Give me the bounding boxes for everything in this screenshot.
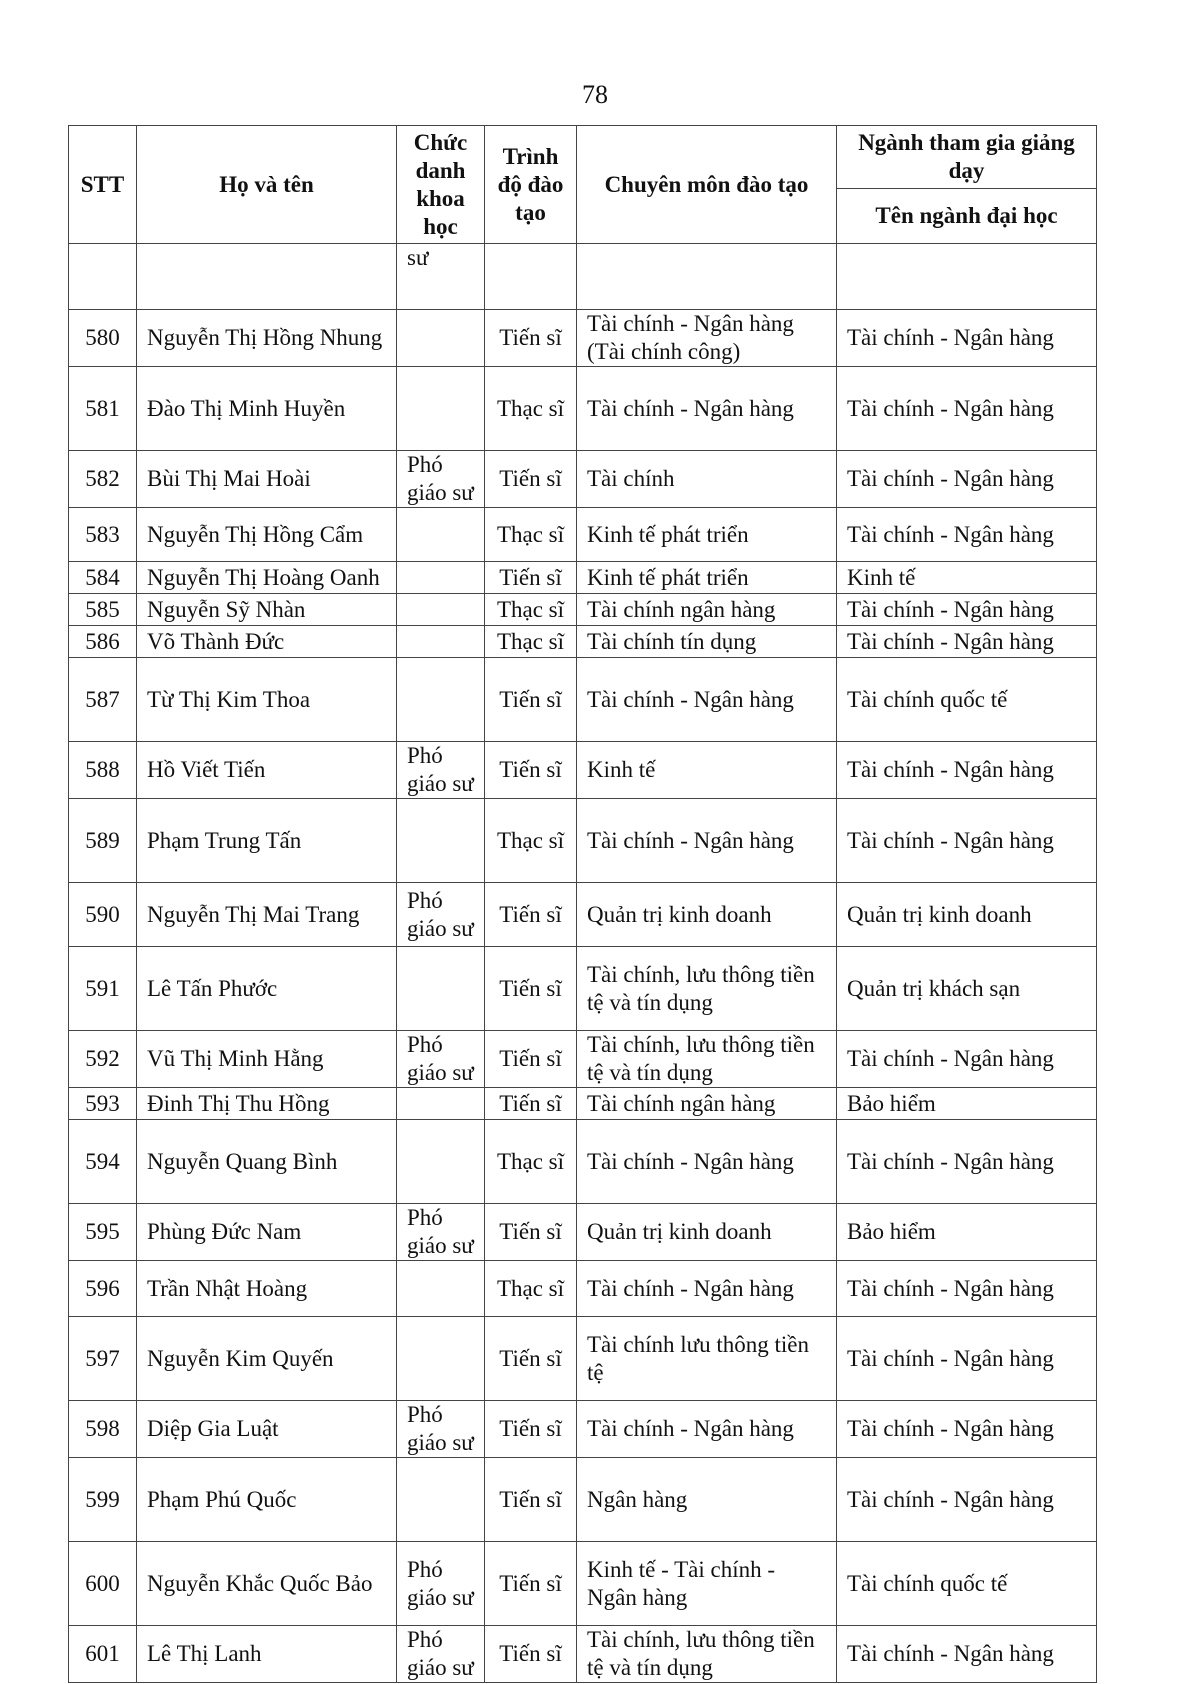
cell-specialty: Quản trị kinh doanh <box>577 1204 837 1261</box>
table-row <box>69 658 1097 742</box>
header-degree: Trình độ đào tạo <box>485 126 577 244</box>
cell-specialty: Tài chính - Ngân hàng <box>577 1261 837 1317</box>
cell-name: Phùng Đức Nam <box>137 1204 397 1261</box>
table-row <box>69 1031 1097 1088</box>
cell-stt: 597 <box>69 1317 137 1401</box>
table-row <box>69 626 1097 658</box>
cell-degree: Tiến sĩ <box>485 1458 577 1542</box>
cell-stt: 585 <box>69 594 137 626</box>
cell-stt: 586 <box>69 626 137 658</box>
cell-name <box>137 244 397 310</box>
cell-title <box>397 367 485 451</box>
cell-degree: Tiến sĩ <box>485 883 577 947</box>
cell-stt: 591 <box>69 947 137 1031</box>
cell-name: Đinh Thị Thu Hồng <box>137 1088 397 1120</box>
cell-stt: 584 <box>69 562 137 594</box>
cell-stt: 592 <box>69 1031 137 1088</box>
cell-title: Phó giáo sư <box>397 451 485 508</box>
header-teaching-group: Ngành tham gia giảng dạy <box>837 126 1097 189</box>
cell-major: Bảo hiểm <box>837 1088 1097 1120</box>
cell-stt: 590 <box>69 883 137 947</box>
cell-major: Tài chính - Ngân hàng <box>837 1031 1097 1088</box>
table-row <box>69 310 1097 367</box>
cell-title: Phó giáo sư <box>397 1401 485 1458</box>
cell-specialty: Kinh tế <box>577 742 837 799</box>
cell-degree: Tiến sĩ <box>485 742 577 799</box>
cell-name: Nguyễn Quang Bình <box>137 1120 397 1204</box>
cell-degree <box>485 244 577 310</box>
cell-title <box>397 1088 485 1120</box>
cell-name: Nguyễn Thị Hồng Cẩm <box>137 508 397 562</box>
cell-degree: Tiến sĩ <box>485 947 577 1031</box>
cell-title <box>397 658 485 742</box>
cell-major: Tài chính - Ngân hàng <box>837 310 1097 367</box>
cell-degree: Tiến sĩ <box>485 1626 577 1683</box>
table-row <box>69 1458 1097 1542</box>
table-row <box>69 594 1097 626</box>
cell-name: Nguyễn Thị Mai Trang <box>137 883 397 947</box>
table-row <box>69 1401 1097 1458</box>
table-row <box>69 451 1097 508</box>
cell-specialty: Kinh tế phát triển <box>577 562 837 594</box>
table-row <box>69 1626 1097 1683</box>
cell-degree: Tiến sĩ <box>485 562 577 594</box>
cell-major: Tài chính - Ngân hàng <box>837 1458 1097 1542</box>
table-row <box>69 947 1097 1031</box>
cell-major: Kinh tế <box>837 562 1097 594</box>
cell-specialty: Tài chính - Ngân hàng (Tài chính công) <box>577 310 837 367</box>
cell-name: Phạm Trung Tấn <box>137 799 397 883</box>
cell-major: Tài chính - Ngân hàng <box>837 742 1097 799</box>
cell-name: Đào Thị Minh Huyền <box>137 367 397 451</box>
cell-title: Phó giáo sư <box>397 1626 485 1683</box>
cell-major: Quản trị khách sạn <box>837 947 1097 1031</box>
table-row <box>69 1204 1097 1261</box>
cell-title: Phó giáo sư <box>397 1204 485 1261</box>
cell-title: Phó giáo sư <box>397 1031 485 1088</box>
cell-name: Từ Thị Kim Thoa <box>137 658 397 742</box>
cell-major: Tài chính - Ngân hàng <box>837 594 1097 626</box>
cell-specialty <box>577 244 837 310</box>
cell-specialty: Tài chính - Ngân hàng <box>577 1120 837 1204</box>
cell-name: Lê Tấn Phước <box>137 947 397 1031</box>
cell-major: Tài chính - Ngân hàng <box>837 508 1097 562</box>
cell-name: Võ Thành Đức <box>137 626 397 658</box>
cell-title: sư <box>397 244 485 310</box>
cell-title <box>397 626 485 658</box>
cell-degree: Tiến sĩ <box>485 658 577 742</box>
cell-major: Tài chính - Ngân hàng <box>837 1317 1097 1401</box>
lecturer-table <box>68 125 1097 1683</box>
cell-degree: Thạc sĩ <box>485 508 577 562</box>
cell-major: Tài chính - Ngân hàng <box>837 1401 1097 1458</box>
table-row <box>69 1088 1097 1120</box>
cell-specialty: Tài chính, lưu thông tiền tệ và tín dụng <box>577 947 837 1031</box>
cell-major: Bảo hiểm <box>837 1204 1097 1261</box>
cell-specialty: Quản trị kinh doanh <box>577 883 837 947</box>
cell-major: Tài chính - Ngân hàng <box>837 367 1097 451</box>
table-row <box>69 742 1097 799</box>
cell-major: Tài chính - Ngân hàng <box>837 799 1097 883</box>
cell-stt: 595 <box>69 1204 137 1261</box>
cell-stt <box>69 244 137 310</box>
cell-degree: Thạc sĩ <box>485 594 577 626</box>
cell-stt: 582 <box>69 451 137 508</box>
cell-specialty: Kinh tế phát triển <box>577 508 837 562</box>
cell-name: Nguyễn Thị Hồng Nhung <box>137 310 397 367</box>
cell-name: Hồ Viết Tiến <box>137 742 397 799</box>
cell-name: Nguyễn Sỹ Nhàn <box>137 594 397 626</box>
table-row <box>69 508 1097 562</box>
cell-name: Phạm Phú Quốc <box>137 1458 397 1542</box>
cell-name: Vũ Thị Minh Hằng <box>137 1031 397 1088</box>
cell-name: Bùi Thị Mai Hoài <box>137 451 397 508</box>
cell-stt: 581 <box>69 367 137 451</box>
header-name: Họ và tên <box>137 126 397 244</box>
cell-specialty: Tài chính - Ngân hàng <box>577 1401 837 1458</box>
cell-name: Trần Nhật Hoàng <box>137 1261 397 1317</box>
table-row <box>69 367 1097 451</box>
cell-degree: Tiến sĩ <box>485 1088 577 1120</box>
cell-specialty: Tài chính - Ngân hàng <box>577 367 837 451</box>
cell-specialty: Tài chính - Ngân hàng <box>577 799 837 883</box>
cell-stt: 596 <box>69 1261 137 1317</box>
cell-title <box>397 1317 485 1401</box>
cell-degree: Tiến sĩ <box>485 1031 577 1088</box>
table-body <box>69 244 1097 1683</box>
cell-title <box>397 1458 485 1542</box>
cell-specialty: Tài chính <box>577 451 837 508</box>
cell-degree: Thạc sĩ <box>485 626 577 658</box>
cell-degree: Tiến sĩ <box>485 1542 577 1626</box>
cell-major: Tài chính - Ngân hàng <box>837 1261 1097 1317</box>
table-row <box>69 562 1097 594</box>
cell-degree: Tiến sĩ <box>485 1204 577 1261</box>
cell-stt: 588 <box>69 742 137 799</box>
cell-specialty: Ngân hàng <box>577 1458 837 1542</box>
cell-stt: 594 <box>69 1120 137 1204</box>
header-title: Chức danh khoa học <box>397 126 485 244</box>
cell-title <box>397 799 485 883</box>
cell-stt: 593 <box>69 1088 137 1120</box>
table-row <box>69 1261 1097 1317</box>
cell-title <box>397 1261 485 1317</box>
cell-degree: Thạc sĩ <box>485 1120 577 1204</box>
cell-title <box>397 310 485 367</box>
cell-degree: Thạc sĩ <box>485 799 577 883</box>
cell-major: Tài chính - Ngân hàng <box>837 626 1097 658</box>
cell-major: Tài chính quốc tế <box>837 658 1097 742</box>
header-major: Tên ngành đại học <box>837 189 1097 244</box>
table-row-continuation <box>69 244 1097 310</box>
cell-name: Nguyễn Khắc Quốc Bảo <box>137 1542 397 1626</box>
cell-title <box>397 508 485 562</box>
cell-degree: Tiến sĩ <box>485 451 577 508</box>
cell-title: Phó giáo sư <box>397 742 485 799</box>
cell-title: Phó giáo sư <box>397 883 485 947</box>
cell-specialty: Tài chính, lưu thông tiền tệ và tín dụng <box>577 1031 837 1088</box>
table-row <box>69 1120 1097 1204</box>
cell-name: Nguyễn Thị Hoàng Oanh <box>137 562 397 594</box>
table-row <box>69 1542 1097 1626</box>
cell-stt: 601 <box>69 1626 137 1683</box>
cell-stt: 589 <box>69 799 137 883</box>
cell-specialty: Tài chính ngân hàng <box>577 594 837 626</box>
cell-stt: 580 <box>69 310 137 367</box>
cell-specialty: Kinh tế - Tài chính - Ngân hàng <box>577 1542 837 1626</box>
header-stt: STT <box>69 126 137 244</box>
cell-name: Diệp Gia Luật <box>137 1401 397 1458</box>
cell-major: Tài chính - Ngân hàng <box>837 1120 1097 1204</box>
cell-specialty: Tài chính, lưu thông tiền tệ và tín dụng <box>577 1626 837 1683</box>
cell-name: Nguyễn Kim Quyến <box>137 1317 397 1401</box>
table-row <box>69 799 1097 883</box>
cell-stt: 599 <box>69 1458 137 1542</box>
cell-degree: Tiến sĩ <box>485 1317 577 1401</box>
cell-title: Phó giáo sư <box>397 1542 485 1626</box>
cell-stt: 587 <box>69 658 137 742</box>
cell-name: Lê Thị Lanh <box>137 1626 397 1683</box>
cell-specialty: Tài chính tín dụng <box>577 626 837 658</box>
cell-degree: Tiến sĩ <box>485 310 577 367</box>
table-row <box>69 1317 1097 1401</box>
table-header <box>69 126 1097 244</box>
cell-major: Tài chính quốc tế <box>837 1542 1097 1626</box>
cell-specialty: Tài chính - Ngân hàng <box>577 658 837 742</box>
cell-degree: Thạc sĩ <box>485 367 577 451</box>
cell-stt: 583 <box>69 508 137 562</box>
cell-title <box>397 562 485 594</box>
cell-degree: Thạc sĩ <box>485 1261 577 1317</box>
cell-specialty: Tài chính lưu thông tiền tệ <box>577 1317 837 1401</box>
cell-major: Quản trị kinh doanh <box>837 883 1097 947</box>
cell-major: Tài chính - Ngân hàng <box>837 1626 1097 1683</box>
table-row <box>69 883 1097 947</box>
page-number: 78 <box>582 80 608 109</box>
cell-stt: 600 <box>69 1542 137 1626</box>
cell-major <box>837 244 1097 310</box>
cell-title <box>397 1120 485 1204</box>
header-specialty: Chuyên môn đào tạo <box>577 126 837 244</box>
cell-title <box>397 594 485 626</box>
cell-title <box>397 947 485 1031</box>
cell-degree: Tiến sĩ <box>485 1401 577 1458</box>
cell-stt: 598 <box>69 1401 137 1458</box>
cell-specialty: Tài chính ngân hàng <box>577 1088 837 1120</box>
cell-major: Tài chính - Ngân hàng <box>837 451 1097 508</box>
